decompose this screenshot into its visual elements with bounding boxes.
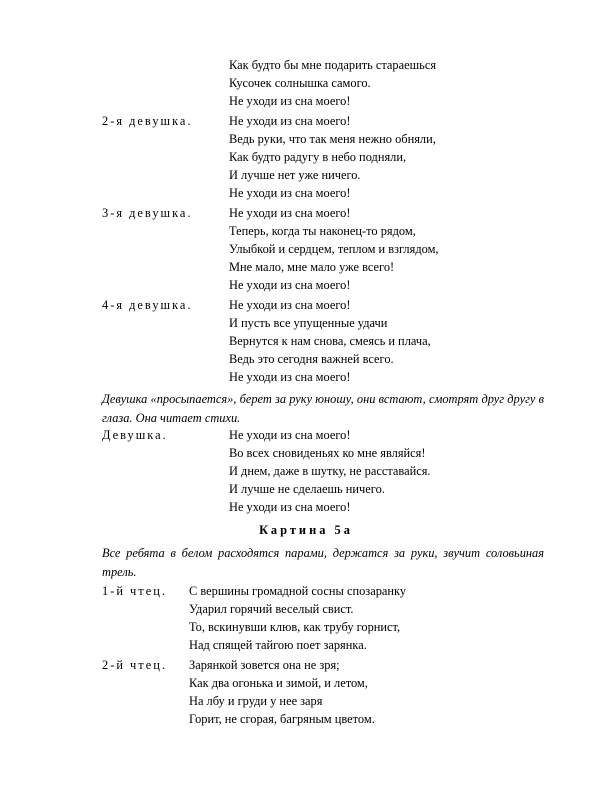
verse-line: Улыбкой и сердцем, теплом и взглядом,: [229, 242, 439, 256]
speaker-label: 4-я девушка.: [102, 298, 193, 312]
verse-line: Не уходи из сна моего!: [229, 94, 351, 108]
speaker-label: 3-я девушка.: [102, 206, 193, 220]
verse-line: Не уходи из сна моего!: [229, 298, 351, 312]
stage-direction: Девушка «просыпается», берет за руку юношу, они встают, смотрят друг другу в глаза. Она читает стихи.: [102, 392, 544, 425]
verse-line: Теперь, когда ты наконец-то рядом,: [229, 224, 416, 238]
verse-line: Не уходи из сна моего!: [229, 114, 351, 128]
speaker-label: 2-я девушка.: [102, 114, 193, 128]
verse-line: Как будто бы мне подарить стараешься: [229, 58, 437, 72]
speaker-label: 2-й чтец.: [102, 658, 167, 672]
verse-line: Не уходи из сна моего!: [229, 500, 351, 514]
verse-line: Во всех сновиденьях ко мне являйся!: [229, 446, 426, 460]
verse-line: Ведь это сегодня важней всего.: [229, 352, 394, 366]
verse-line: Не уходи из сна моего!: [229, 206, 351, 220]
speaker-label: 1-й чтец.: [102, 584, 167, 598]
verse-line: Ударил горячий веселый свист.: [189, 602, 354, 616]
verse-line: И лучше не сделаешь ничего.: [229, 482, 385, 496]
verse-line: Зарянкой зовется она не зря;: [189, 658, 340, 672]
verse-line: Ведь руки, что так меня нежно обняли,: [229, 132, 436, 146]
verse-line: Вернутся к нам снова, смеясь и плача,: [229, 334, 431, 348]
verse-line: Не уходи из сна моего!: [229, 428, 351, 442]
verse-line: Не уходи из сна моего!: [229, 186, 351, 200]
verse-line: И лучше нет уже ничего.: [229, 168, 361, 182]
verse-line: И пусть все упущенные удачи: [229, 316, 388, 330]
verse-line: Горит, не сгорая, багряным цветом.: [189, 712, 375, 726]
verse-line: Кусочек солнышка самого.: [229, 76, 371, 90]
verse-line: На лбу и груди у нее заря: [189, 694, 323, 708]
verse-line: С вершины громадной сосны спозаранку: [189, 584, 407, 598]
verse-line: Как два огонька и зимой, и летом,: [189, 676, 368, 690]
speaker-label: Девушка.: [102, 428, 168, 442]
verse-line: И днем, даже в шутку, не расставайся.: [229, 464, 431, 478]
verse-line: То, вскинувши клюв, как трубу горнист,: [189, 620, 401, 634]
stage-direction: Все ребята в белом расходятся парами, держатся за руки, звучит соловьиная трель.: [102, 546, 544, 579]
verse-line: Не уходи из сна моего!: [229, 278, 351, 292]
verse-line: Не уходи из сна моего!: [229, 370, 351, 384]
verse-line: Над спящей тайгою поет зарянка.: [189, 638, 367, 652]
verse-line: Как будто радугу в небо подняли,: [229, 150, 407, 164]
scene-heading: Картина 5а: [259, 523, 353, 537]
verse-line: Мне мало, мне мало уже всего!: [229, 260, 395, 274]
